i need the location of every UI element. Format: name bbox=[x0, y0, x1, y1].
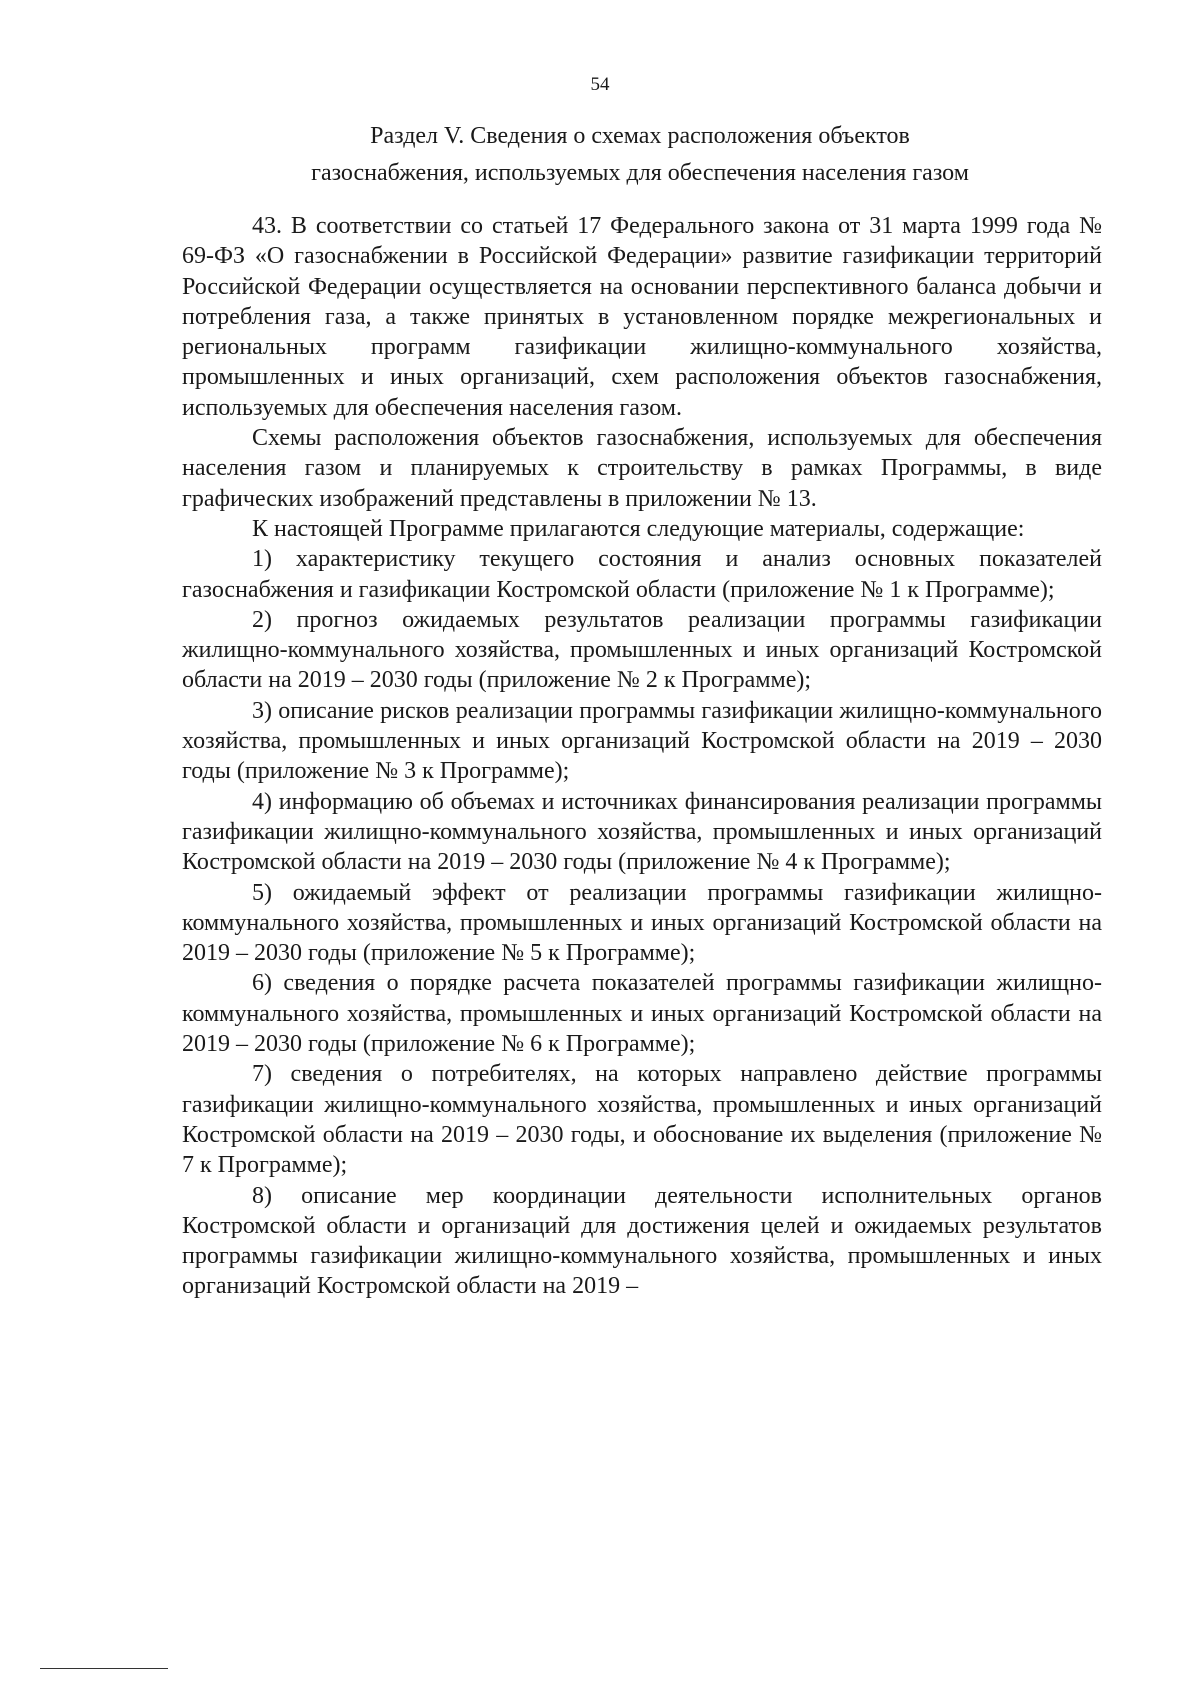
section-title bbox=[180, 118, 1100, 192]
list-item-2: 2) прогноз ожидаемых результатов реализации программы газификации жилищно-коммунального хозяйства, промышленных и иных организаций Костромской области на 2019 – 2030 годы (приложение № 2 к Программе); bbox=[182, 606, 1102, 694]
list-item-4: 4) информацию об объемах и источниках финансирования реализации программы газификации жилищно-коммунального хозяйства, промышленных и иных организаций Костромской области на 2019 – 2030 годы (приложение № 4 к Программе); bbox=[182, 788, 1102, 876]
page-number: 54 bbox=[590, 74, 610, 95]
list-item-3: 3) описание рисков реализации программы газификации жилищно-коммунального хозяйства, промышленных и иных организаций Костромской области на 2019 – 2030 годы (приложение № 3 к Программе); bbox=[182, 697, 1102, 785]
paragraph-43: 43. В соответствии со статьей 17 Федерального закона от 31 марта 1999 года № 69-ФЗ «О газоснабжении в Российской Федерации» развитие газификации территорий Российской Федерации осуществляется на основании перспективного баланса добычи и потребления газа, а также принятых в установленном порядке межрегиональных и региональных программ газификации жилищно-коммунального хозяйства, промышленных и иных организаций, схем расположения объектов газоснабжения, используемых для обеспечения населения газом. bbox=[182, 213, 1102, 421]
paragraph-schemes: Схемы расположения объектов газоснабжения, используемых для обеспечения населения газом и планируемых к строительству в рамках Программы, в виде графических изображений представлены в приложении № 13. bbox=[182, 425, 1102, 512]
paragraph-materials-intro: К настоящей Программе прилагаются следующие материалы, содержащие: bbox=[252, 515, 1025, 542]
list-item-6: 6) сведения о порядке расчета показателей программы газификации жилищно-коммунального хозяйства, промышленных и иных организаций Костромской области на 2019 – 2030 годы (приложение № 6 к Программе); bbox=[182, 970, 1102, 1058]
footnote-divider bbox=[40, 1668, 168, 1669]
section-title-line-2: газоснабжения, используемых для обеспечения населения газом bbox=[311, 160, 969, 186]
section-title-line-1: Раздел V. Сведения о схемах расположения объектов bbox=[370, 123, 910, 149]
body-text bbox=[182, 211, 1102, 1302]
list-item-7: 7) сведения о потребителях, на которых направлено действие программы газификации жилищно-коммунального хозяйства, промышленных и иных организаций Костромской области на 2019 – 2030 годы, и обоснование их выделения (приложение № 7 к Программе); bbox=[182, 1061, 1102, 1179]
list-item-1: 1) характеристику текущего состояния и анализ основных показателей газоснабжения и газификации Костромской области (приложение № 1 к Программе); bbox=[182, 546, 1102, 603]
list-item-8: 8) описание мер координации деятельности исполнительных органов Костромской области и организаций для достижения целей и ожидаемых результатов программы газификации жилищно-коммунального хозяйства, промышленных и иных организаций Костромской области на 2019 – bbox=[182, 1182, 1102, 1300]
list-item-5: 5) ожидаемый эффект от реализации программы газификации жилищно-коммунального хозяйства, промышленных и иных организаций Костромской области на 2019 – 2030 годы (приложение № 5 к Программе); bbox=[182, 879, 1102, 967]
